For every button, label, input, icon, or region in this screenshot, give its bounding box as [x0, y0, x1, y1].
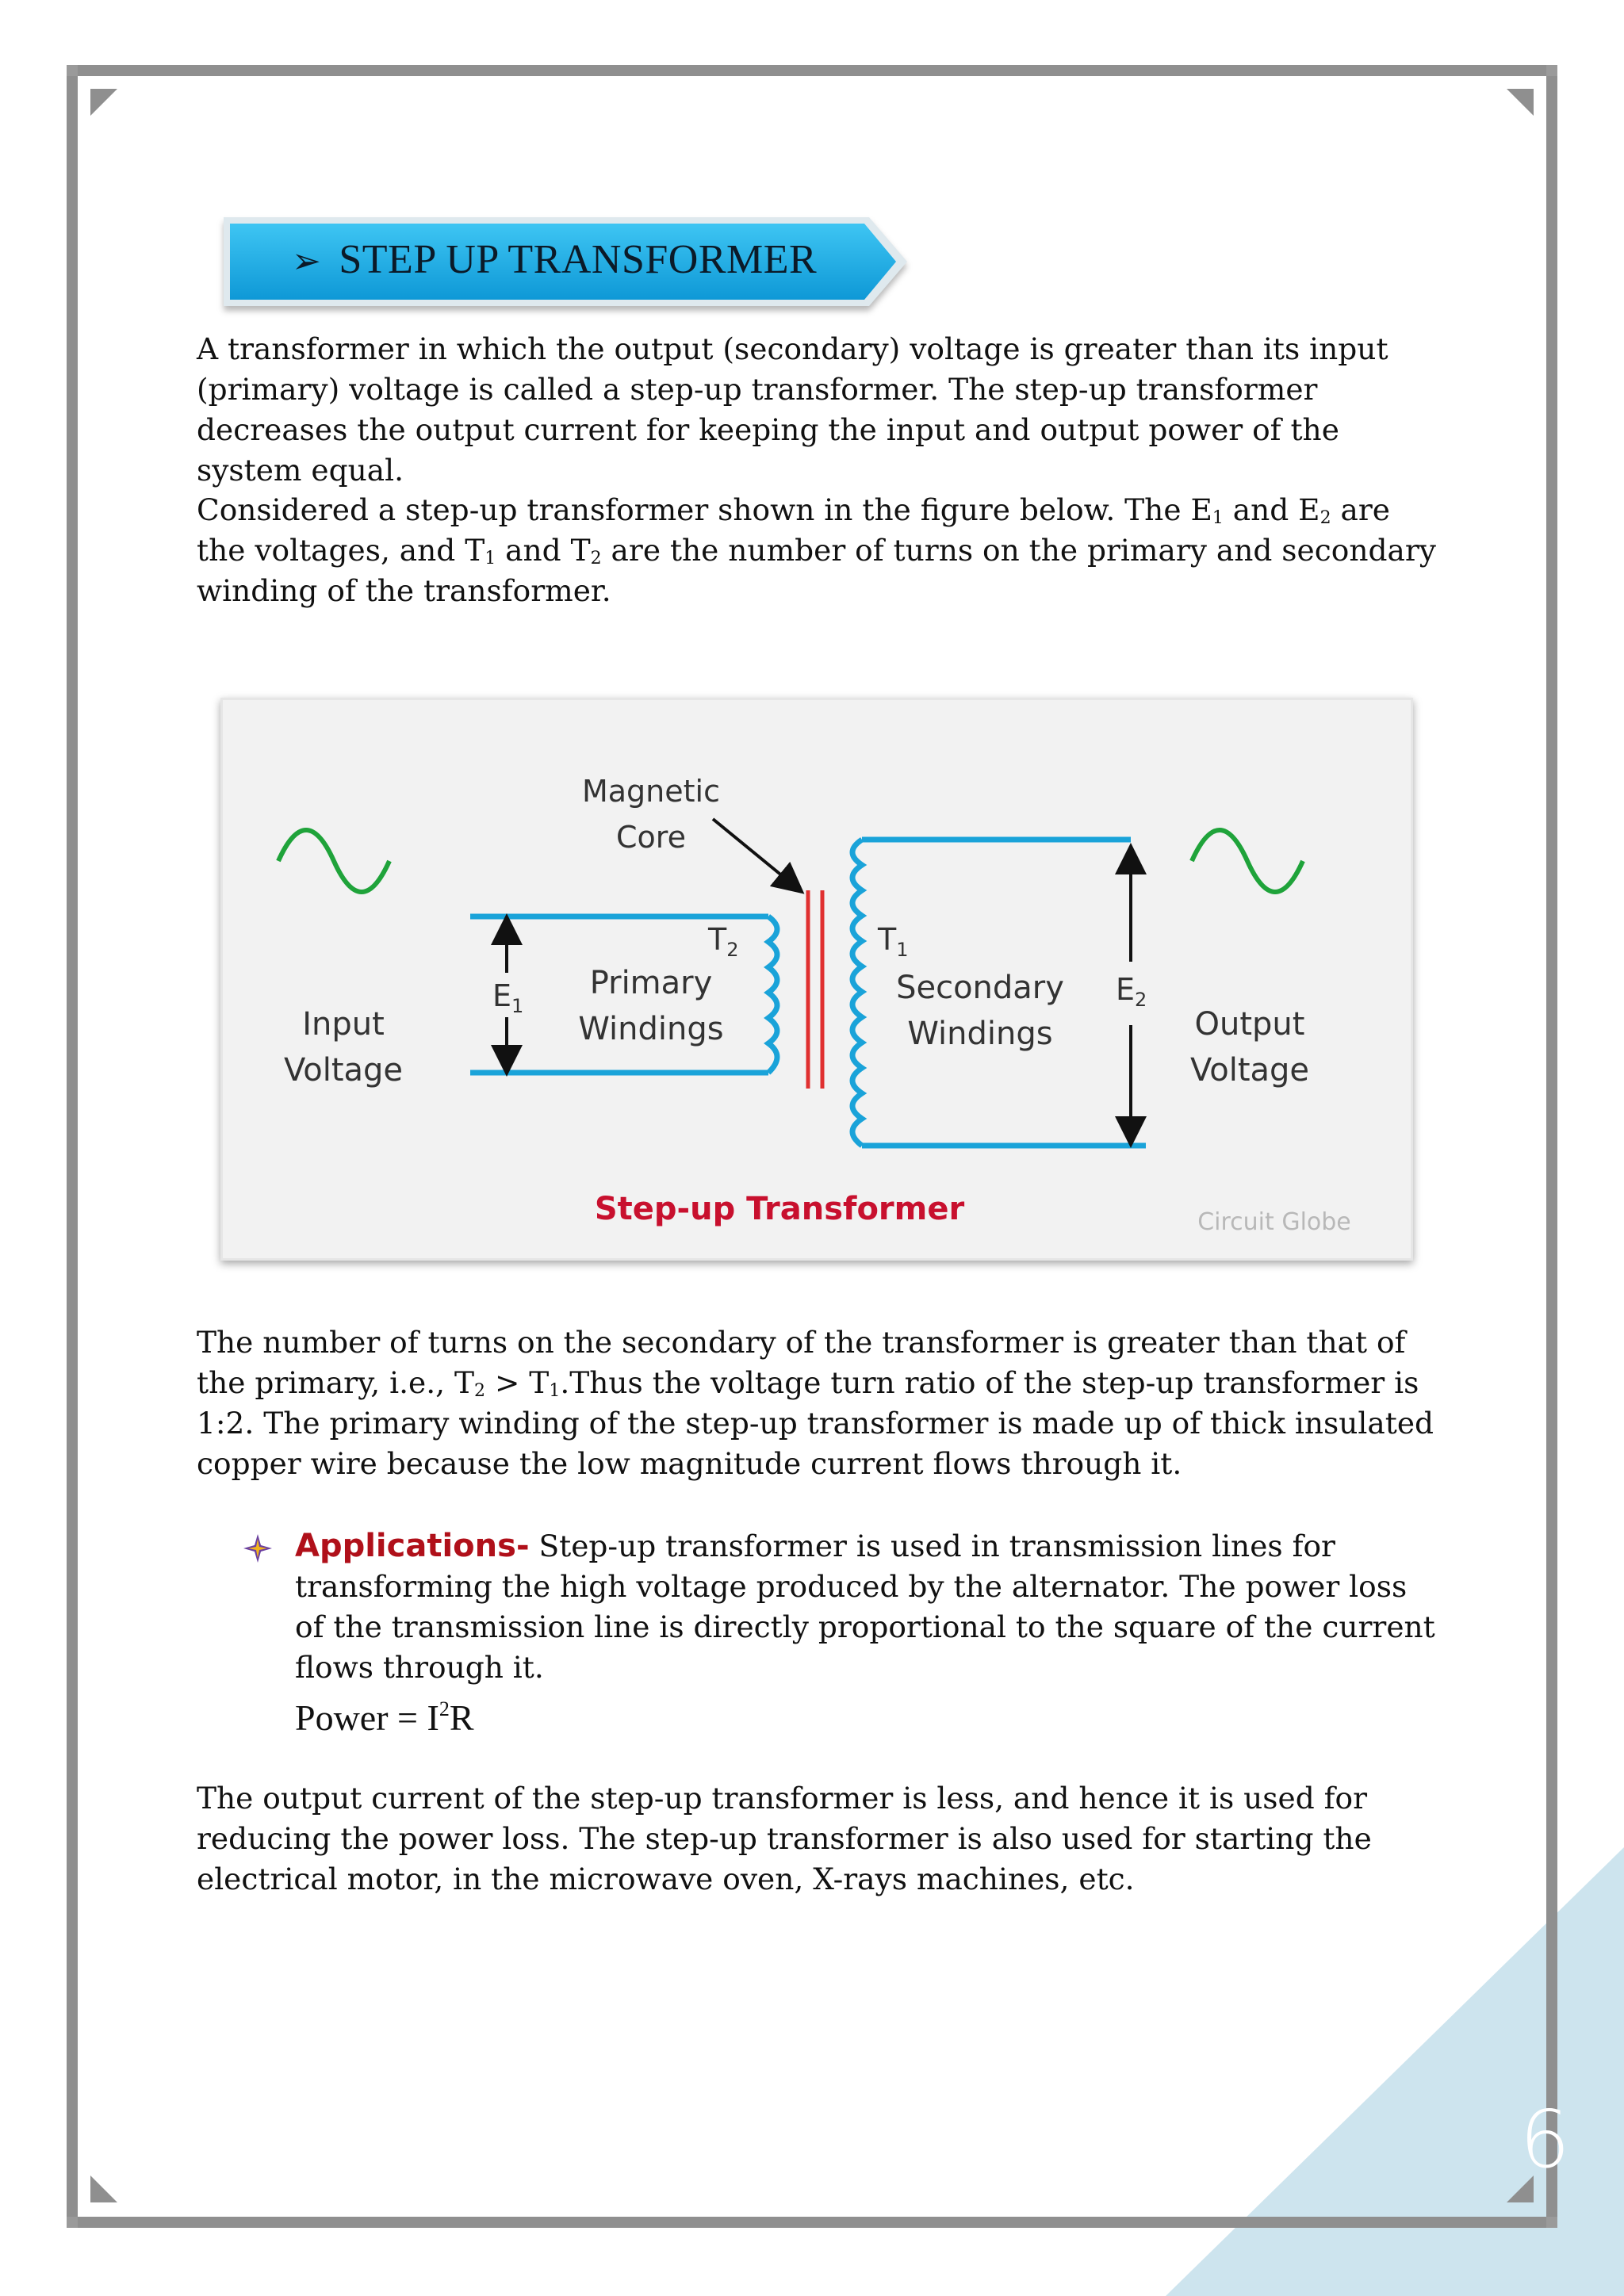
p2-text-e: are the number of turns on the primary and secondary winding of the transformer. [197, 533, 1436, 608]
corner-triangle-tr [1507, 89, 1534, 116]
applications-text: Step-up transformer is used in transmission lines for transforming the high voltage produced by the alternator. The power loss of the transmission line is directly proportional to the square of the current flows through it. [295, 1529, 1435, 1685]
banner-title-text: STEP UP TRANSFORMER [339, 237, 818, 282]
secondary-windings-label-1: Secondary [896, 970, 1064, 1006]
secondary-windings-label-2: Windings [907, 1016, 1053, 1052]
formula-text-b: R [449, 1697, 474, 1738]
banner-title [292, 236, 817, 283]
p2-sub-1: 1 [1212, 508, 1224, 528]
t2-subscript: 2 [726, 939, 739, 961]
t1-letter: T [878, 922, 897, 957]
corner-square-br [1546, 2217, 1557, 2228]
formula-superscript: 2 [439, 1697, 450, 1720]
intro-paragraph-1: A transformer in which the output (secondary) voltage is greater than its input (primary) voltage is called a step-up transformer. The step-up transformer decreases the output current for keeping the input and output power of the system equal. [197, 331, 1388, 488]
p2-text-b: and E [1223, 492, 1320, 527]
applications-heading: Applications- [295, 1528, 530, 1564]
e2-label [1116, 972, 1147, 1011]
page-number: 6 [1519, 2093, 1570, 2186]
magnetic-core-label-1: Magnetic [581, 774, 721, 809]
corner-triangle-tl [90, 89, 117, 116]
frame-left [67, 65, 78, 2228]
secondary-coil [852, 840, 862, 1146]
turns-text-c: .Thus the voltage turn ratio of the step-up transformer is 1:2. The primary winding of the step-up transformer is made up of thick insulated copper wire because the low magnitude current flows through it. [197, 1365, 1434, 1481]
primary-windings-label-1: Primary [589, 965, 713, 1001]
p2-text-a: Considered a step-up transformer shown in the figure below. The E [197, 492, 1212, 527]
frame-top [67, 65, 1557, 76]
turns-text-a: The number of turns on the secondary of the transformer is greater than that of the primary, i.e., T [197, 1325, 1406, 1400]
p2-sub-4: 2 [590, 549, 602, 568]
power-formula [295, 1697, 474, 1739]
e2-subscript: 2 [1135, 989, 1147, 1011]
corner-square-tl [67, 65, 78, 76]
t1-subscript: 1 [896, 939, 909, 961]
transformer-diagram [223, 700, 1411, 1258]
turns-paragraph [197, 1322, 1442, 1484]
output-voltage-label-2: Voltage [1189, 1052, 1310, 1089]
closing-paragraph: The output current of the step-up transformer is less, and hence it is used for reducing the power loss. The step-up transformer is also used for starting the electrical motor, in the microwave oven, X-rays machines, etc. [197, 1781, 1372, 1896]
turns-sub-1: 2 [474, 1381, 486, 1401]
primary-coil [768, 916, 777, 1073]
e1-letter: E [492, 978, 512, 1013]
magnetic-core-label-2: Core [616, 820, 686, 855]
frame-right [1546, 65, 1557, 2228]
formula-text-a: Power = I [295, 1697, 439, 1738]
primary-windings-label-2: Windings [578, 1011, 724, 1047]
e1-subscript: 1 [511, 995, 524, 1017]
t2-label [707, 922, 739, 961]
transformer-figure [220, 698, 1413, 1261]
p2-text-c: are the voltages, and T [197, 492, 1390, 568]
t2-letter: T [708, 922, 727, 957]
corner-square-bl [67, 2217, 78, 2228]
corner-triangle-bl [90, 2175, 117, 2202]
turns-sub-2: 1 [549, 1381, 561, 1401]
figure-caption: Step-up Transformer [594, 1191, 965, 1227]
input-voltage-label-2: Voltage [283, 1052, 404, 1089]
turns-text-b: > T [485, 1365, 550, 1400]
t1-label [877, 922, 909, 961]
intro-paragraph-2 [197, 490, 1442, 611]
p2-sub-2: 2 [1320, 508, 1331, 528]
output-sine-wave [1192, 830, 1303, 892]
e2-letter: E [1116, 972, 1136, 1007]
four-point-star-bullet-icon [242, 1533, 274, 1564]
frame-bottom [67, 2217, 1557, 2228]
core-pointer-arrow [713, 819, 792, 884]
p2-text-d: and T [496, 533, 591, 568]
arrow-bullet-icon: ➢ [292, 241, 322, 281]
applications-paragraph [295, 1526, 1437, 1688]
input-sine-wave [278, 830, 389, 892]
input-voltage-label-1: Input [302, 1006, 385, 1043]
e1-label [492, 978, 523, 1017]
section-banner [220, 212, 910, 311]
figure-watermark: Circuit Globe [1197, 1208, 1351, 1236]
output-voltage-label-1: Output [1194, 1006, 1305, 1043]
p2-sub-3: 1 [485, 549, 496, 568]
corner-square-tr [1546, 65, 1557, 76]
